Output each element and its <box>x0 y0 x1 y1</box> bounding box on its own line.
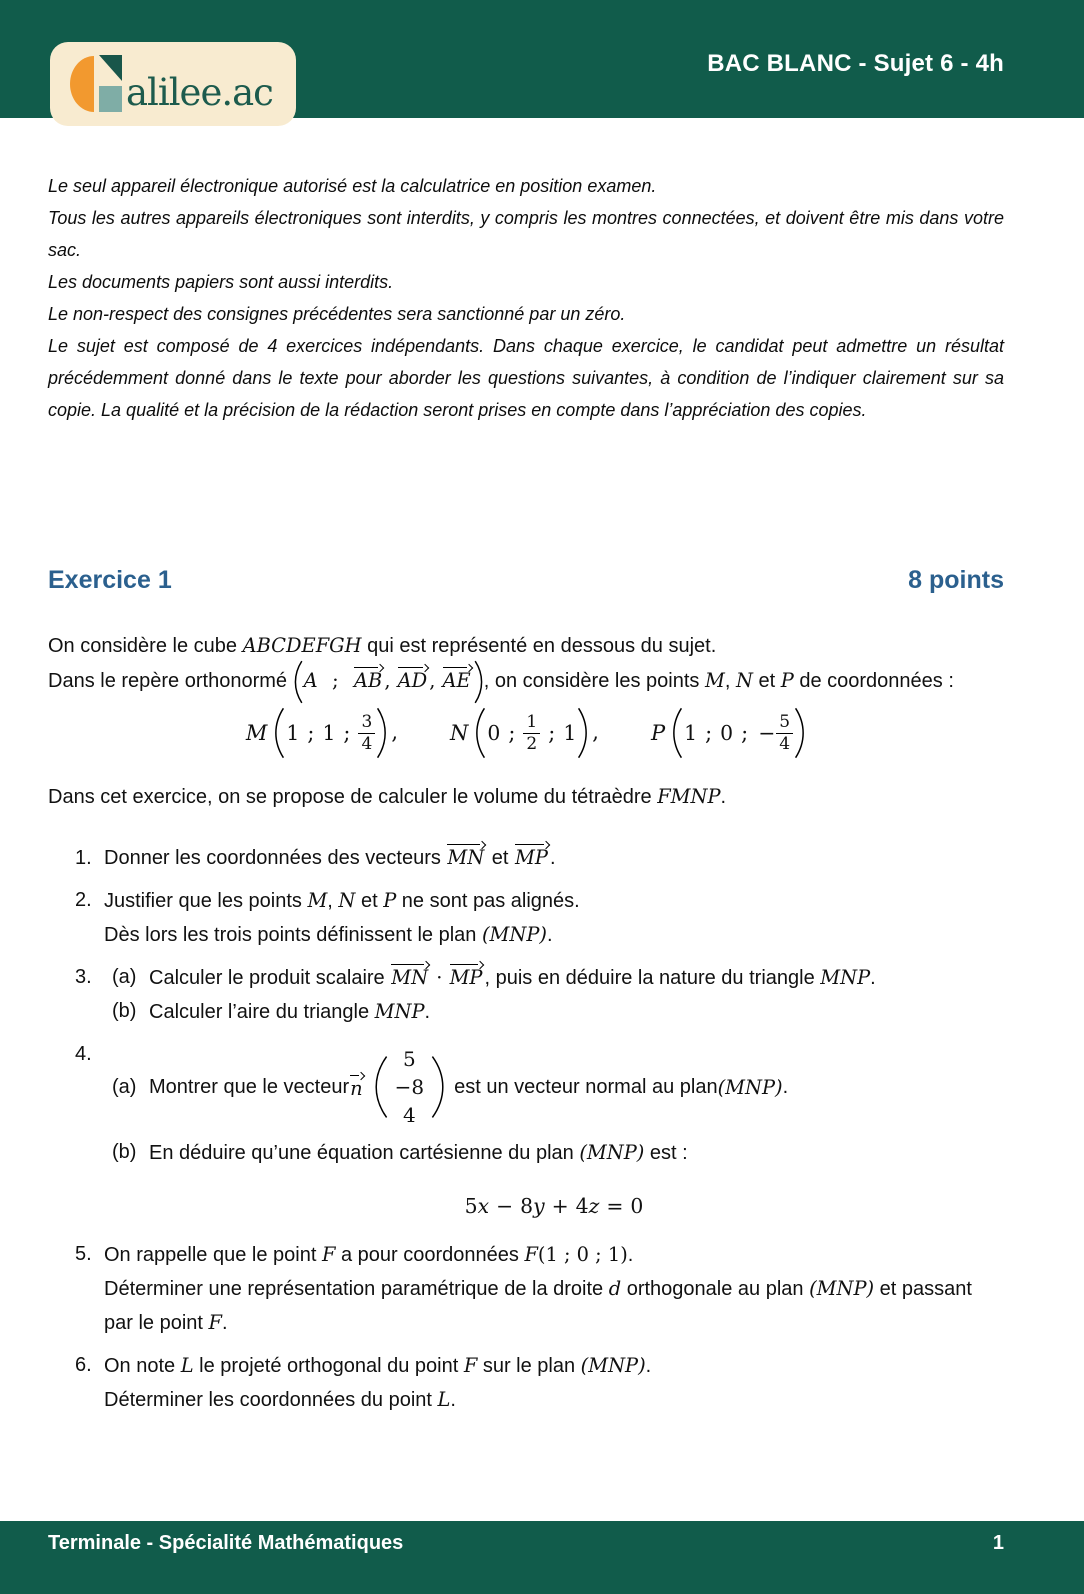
question-marker: 6. <box>75 1354 92 1376</box>
question-6: 6. On note L le projeté orthogonal du point F sur le plan (MNP). Déterminer les coordonnées du point L. <box>48 1349 1004 1417</box>
question-5: 5. On rappelle que le point F a pour coordonnées F(1 ; 0 ; 1). Déterminer une représentation paramétrique de la droite d orthogonale au plan (MNP) et passant par le point F. <box>48 1238 1004 1340</box>
footer-bar <box>0 1521 1084 1594</box>
question-marker: 4. <box>75 1043 92 1065</box>
vector-ad: AD <box>397 666 430 691</box>
point-p-coordinates: P 1 ; 0 ; − $\frac{5}{4}$ <box>651 712 806 754</box>
left-paren-icon <box>273 704 286 762</box>
right-paren-icon <box>430 1039 446 1135</box>
plane-mnp: (MNP) <box>579 1141 645 1164</box>
point-m-coordinates: M 1 ; 1 ; $\frac{3}{4}$ , <box>246 712 398 754</box>
vector-mp: MP <box>514 843 550 868</box>
footer-course-label: Terminale - Spécialité Mathématiques <box>48 1532 404 1554</box>
right-paren-icon <box>375 704 388 762</box>
question-marker: 3. <box>75 966 92 988</box>
points-coordinates-formula <box>48 712 1004 754</box>
vector-mp: MP <box>449 963 485 988</box>
sub-question-marker: (b) <box>112 1000 137 1022</box>
point-l: L <box>180 1354 194 1377</box>
exercise-header <box>48 566 1004 595</box>
document-title: BAC BLANC - Sujet 6 - 4h <box>707 50 1004 77</box>
intro-line-1: On considère le cube ABCDEFGH qui est représenté en dessous du sujet. <box>48 634 717 657</box>
plane-mnp: (MNP) <box>809 1277 875 1300</box>
vector-mn: MN <box>390 963 430 988</box>
cube-name: ABCDEFGH <box>242 634 362 657</box>
vector-component: 4 <box>402 1103 416 1127</box>
exercise-intro <box>48 629 1004 698</box>
sub-question-marker: (b) <box>112 1141 137 1163</box>
fraction: $\frac{5}{4}$ <box>776 713 793 753</box>
vector-ae: AE <box>442 666 473 691</box>
galilee-logo-icon <box>70 55 122 113</box>
instruction-line: Les documents papiers sont aussi interdits. <box>48 272 394 292</box>
triangle-mnp: MNP <box>820 966 871 989</box>
vector-mn: MN <box>446 843 486 868</box>
plane-cartesian-equation: 5x − 8y + 4z = 0 <box>464 1194 644 1218</box>
vector-ab: AB <box>353 666 384 691</box>
intro-line-2: Dans le repère orthonormé A ; AB , AD , AE , on considère les points M, N et P de coordonnées : <box>48 663 1004 698</box>
right-paren-icon <box>473 659 484 705</box>
question-marker: 1. <box>75 847 92 869</box>
exercise-points: 8 points <box>908 566 1004 594</box>
instruction-line: Le seul appareil électronique autorisé est la calculatrice en position examen. <box>48 176 657 196</box>
plane-mnp: (MNP) <box>717 1075 783 1099</box>
footer-page-number: 1 <box>992 1532 1004 1554</box>
question-4 <box>48 1038 1004 1229</box>
sub-question-marker: (a) <box>112 966 137 988</box>
left-paren-icon <box>671 704 684 762</box>
exercise-title: Exercice 1 <box>48 566 172 594</box>
question-3b: (b) Calculer l’aire du triangle MNP. <box>104 995 1004 1029</box>
plane-mnp: (MNP) <box>481 923 547 946</box>
vector-component: −8 <box>394 1075 425 1099</box>
origin-point: A <box>303 669 318 692</box>
left-paren-icon <box>373 1039 389 1135</box>
left-paren-icon <box>474 704 487 762</box>
question-3a: (a) Calculer le produit scalaire MN · MP , puis en déduire la nature du triangle MNP. <box>104 961 1004 995</box>
point-n-coordinates: N 0 ; $\frac{1}{2}$ ; 1 , <box>450 712 599 754</box>
logo <box>50 42 296 126</box>
instruction-line: Tous les autres appareils électroniques sont interdits, y compris les montres connectées, et doivent être mis dans votre sac. <box>48 208 1004 260</box>
line-d: d <box>608 1277 622 1300</box>
logo-text: alilee.ac <box>126 70 273 114</box>
fraction: $\frac{3}{4}$ <box>358 713 375 753</box>
exam-instructions <box>48 170 1004 426</box>
left-paren-icon <box>293 659 304 705</box>
normal-vector-name: n <box>349 1074 365 1099</box>
question-marker: 2. <box>75 889 92 911</box>
instruction-line: Le sujet est composé de 4 exercices indépendants. Dans chaque exercice, le candidat peut admettre un résultat précédemment donné dans le texte pour aborder les questions suivantes, à condition de l’indiquer clairement sur sa copie. La qualité et la précision de la rédaction seront prises en compte dans l’appréciation des copies. <box>48 336 1004 420</box>
point-l: L <box>437 1388 451 1411</box>
question-3 <box>48 961 1004 1029</box>
vector-component: 5 <box>402 1047 416 1071</box>
header-bar <box>0 0 1084 118</box>
point-f-coordinates: F <box>524 1243 538 1266</box>
plane-mnp: (MNP) <box>580 1354 646 1377</box>
triangle-mnp: MNP <box>374 1000 425 1023</box>
right-paren-icon <box>793 704 806 762</box>
instruction-line: Le non-respect des consignes précédentes sera sanctionné par un zéro. <box>48 304 626 324</box>
question-1: 1. Donner les coordonnées des vecteurs MN et MP . <box>48 842 1004 875</box>
question-2: 2. Justifier que les points M, N et P ne sont pas alignés. Dès lors les trois points définissent le plan (MNP). <box>48 884 1004 952</box>
exercise-goal: Dans cet exercice, on se propose de calculer le volume du tétraèdre FMNP. <box>48 785 727 808</box>
fraction: $\frac{1}{2}$ <box>523 713 540 753</box>
sub-question-marker: (a) <box>112 1075 137 1098</box>
right-paren-icon <box>576 704 589 762</box>
question-4a: (a) Montrer que le vecteur n 5 −8 4 est un vecteur normal au plan (MNP) . <box>104 1038 1004 1136</box>
tetrahedron-name: FMNP <box>657 785 721 808</box>
question-4b: (b) En déduire qu’une équation cartésienne du plan (MNP) est : <box>104 1136 1004 1170</box>
normal-vector-column <box>373 1047 446 1127</box>
question-marker: 5. <box>75 1243 92 1265</box>
question-list <box>48 842 1004 1417</box>
page-content <box>48 118 1004 1417</box>
